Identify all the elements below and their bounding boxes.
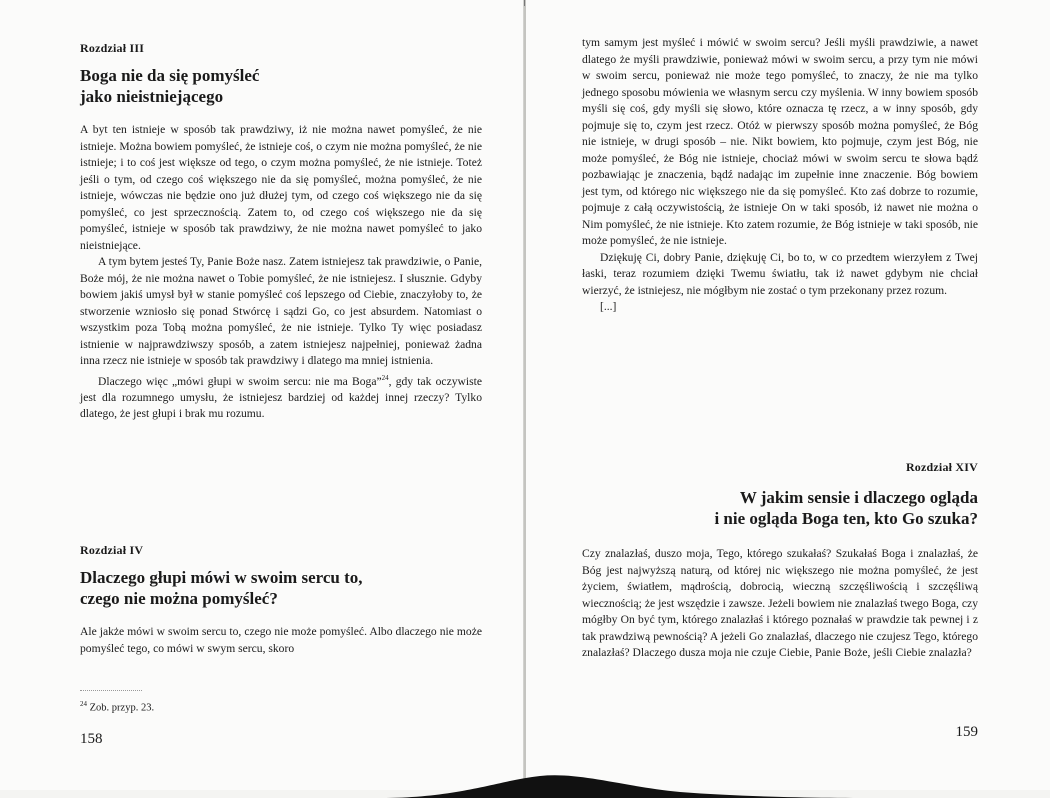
chapter-4-paragraph-1: Ale jakże mówi w swoim sercu to, czego nie może pomyśleć. Albo dlaczego nie może pomyśleć tego, co mówi w swym sercu, skoro [80, 625, 482, 655]
chapter-14-body [582, 546, 978, 662]
chapter-3-label: Rozdział III [80, 41, 145, 55]
chapter-4-title-line-1: Dlaczego głupi mówi w swoim sercu to, [80, 568, 363, 587]
footnote-number: 24 [80, 700, 87, 708]
continuation-body [582, 35, 978, 316]
footnote-text: Zob. przyp. 23. [89, 702, 155, 714]
footnote [80, 700, 154, 714]
continuation-paragraph-2: Dziękuję Ci, dobry Panie, dziękuję Ci, bo to, w co przedtem wierzyłem z Twej łaski, teraz rozumiem dzięki Twemu światłu, tak iż nawet gdybym nie chciał wierzyć, że istniejesz, nie mógłbym nie zostać o tym przekonany przez rozum. [582, 250, 978, 297]
chapter-14-paragraph-1: Czy znalazłaś, duszo moja, Tego, którego szukałaś? Szukałaś Boga i znalazłaś, że Bóg jest najwyższą naturą, od której nic większego nie można pomyśleć, że jest życiem, światłem, mądrością, dobrocią, wieczną szczęśliwością i szczęśliwą wiecznością; że jest wszędzie i zawsze. Jeżeli bowiem nie znalazłaś twego Boga, czy mógłby On być tym, którego znalazłaś i którego poznałaś w prawdzie tak pewnej i z tak prawdziwą pewnością? A jeżeli Go znalazłaś, dlaczego nie czujesz Tego, którego znalazłaś? Dlaczego dusza moja nie czuje Ciebie, Panie Boże, jeśli Ciebie znalazła? [582, 547, 978, 659]
ellipsis: [...] [600, 300, 617, 313]
footnote-reference: 24 [381, 373, 389, 382]
right-page [526, 0, 1050, 790]
chapter-14-title-line-1: W jakim sensie i dlaczego ogląda [739, 488, 978, 507]
continuation-paragraph-1: tym samym jest myśleć i mówić w swoim sercu? Jeśli myśli prawdziwie, a nawet dlatego że myśli prawdziwie, ponieważ mówi w swoim sercu, a przy tym nie mówi w swoim sercu, ponieważ nie może tego pomyśleć, to znaczy, że nie ma tylko jednego sposobu mówienia we własnym sercu czy myślenia. W inny bowiem sposób myśli się coś, gdy myśli się słowo, które oznacza tę rzecz, a w inny sposób, gdy pojmuje się to, czym jest rzecz. Otóż w pierwszy sposób można pomyśleć, że Bóg nie istnieje, w drugi sposób – nie. Nikt bowiem, kto pojmuje, czym jest Bóg, nie może pomyśleć, że Bóg nie istnieje, chociaż mówi w swoim sercu te słowa bądź pozbawiając je znaczenia, bądź nadając im zupełnie inne znaczenie. Bóg bowiem jest tym, od którego nic większego nie da się pomyśleć. Kto zaś dobrze to rozumie, pojmuje z całą oczywistością, że istnieje On w taki sposób, iż nawet nie można o Nim pomyśleć, że nie istnieje. Kto zatem rozumie, że Bóg istnieje w taki sposób, nie może pomyśleć, że nie istnieje. [582, 36, 978, 247]
gutter-tick [524, 0, 525, 6]
chapter-3-title [80, 65, 259, 107]
chapter-3-paragraph-2: A tym bytem jesteś Ty, Panie Boże nasz. Zatem istniejesz tak prawdziwie, o Panie, Boże mój, że nie można nawet o Tobie pomyśleć, że nie istniejesz. I słusznie. Gdyby bowiem jakiś umysł był w stanie pomyśleć coś lepszego od Ciebie, znaczyłoby to, że stworzenie wzniosło się ponad Stwórcę i sądzi Go, co jest absurdem. Natomiast o wszystkim poza Tobą można pomyśleć, że nie istnieje. Tylko Ty więc posiadasz istnienie w najprawdziwszy sposób, a zatem istniejesz najpełniej, ponieważ żadna inna rzecz nie istnieje w sposób tak prawdziwy i dlatego ma mniej istnienia. [80, 255, 482, 367]
chapter-14-label: Rozdział XIV [905, 460, 978, 474]
chapter-3-paragraph-1: A byt ten istnieje w sposób tak prawdziwy, iż nie można nawet pomyśleć, że nie istnieje. Można bowiem pomyśleć, że istnieje coś, o czym nie można pomyśleć, że nie istnieje; i to coś jest większe od tego, o czym można pomyśleć, że nie istnieje. Toteż jeśli o tym, od czego coś większego nie da się pomyśleć, można pomyśleć, że nie istnieje, wówczas nie będzie ono już dłużej tym, od czego coś większego nie da się pomyśleć, co jest sprzecznością. Zatem to, od czego coś większego nie da się pomyśleć, istnieje w sposób tak prawdziwy, że nie można nawet pomyśleć to jako nieistniejące. [80, 123, 482, 252]
left-page [0, 0, 524, 790]
chapter-3-paragraph-3-start: Dlaczego więc „mówi głupi w swoim sercu: nie ma Boga” [98, 374, 382, 388]
footnote-divider [80, 690, 142, 691]
page-number-left: 158 [80, 731, 103, 747]
chapter-3-title-line-1: Boga nie da się pomyśleć [80, 66, 260, 85]
page-number-right: 159 [955, 724, 978, 740]
chapter-14-title [714, 487, 978, 529]
chapter-3-body [80, 122, 482, 423]
chapter-4-label: Rozdział IV [80, 543, 144, 557]
chapter-4-title [80, 567, 363, 609]
chapter-3-title-line-2: jako nieistniejącego [80, 87, 224, 106]
chapter-4-body [80, 624, 482, 657]
chapter-14-title-line-2: i nie ogląda Boga ten, kto Go szuka? [714, 509, 978, 528]
chapter-3-paragraph-3 [80, 370, 482, 423]
chapter-4-title-line-2: czego nie można pomyśleć? [80, 589, 278, 608]
page-curl-shadow [380, 768, 900, 798]
chapter-3-paragraph-3-end: , gdy tak oczywiste jest dla rozumnego umysłu, że istniejesz bardziej od każdej innej rzeczy? Tylko dlatego, że jest głupi i brak mu rozumu. [80, 374, 482, 421]
